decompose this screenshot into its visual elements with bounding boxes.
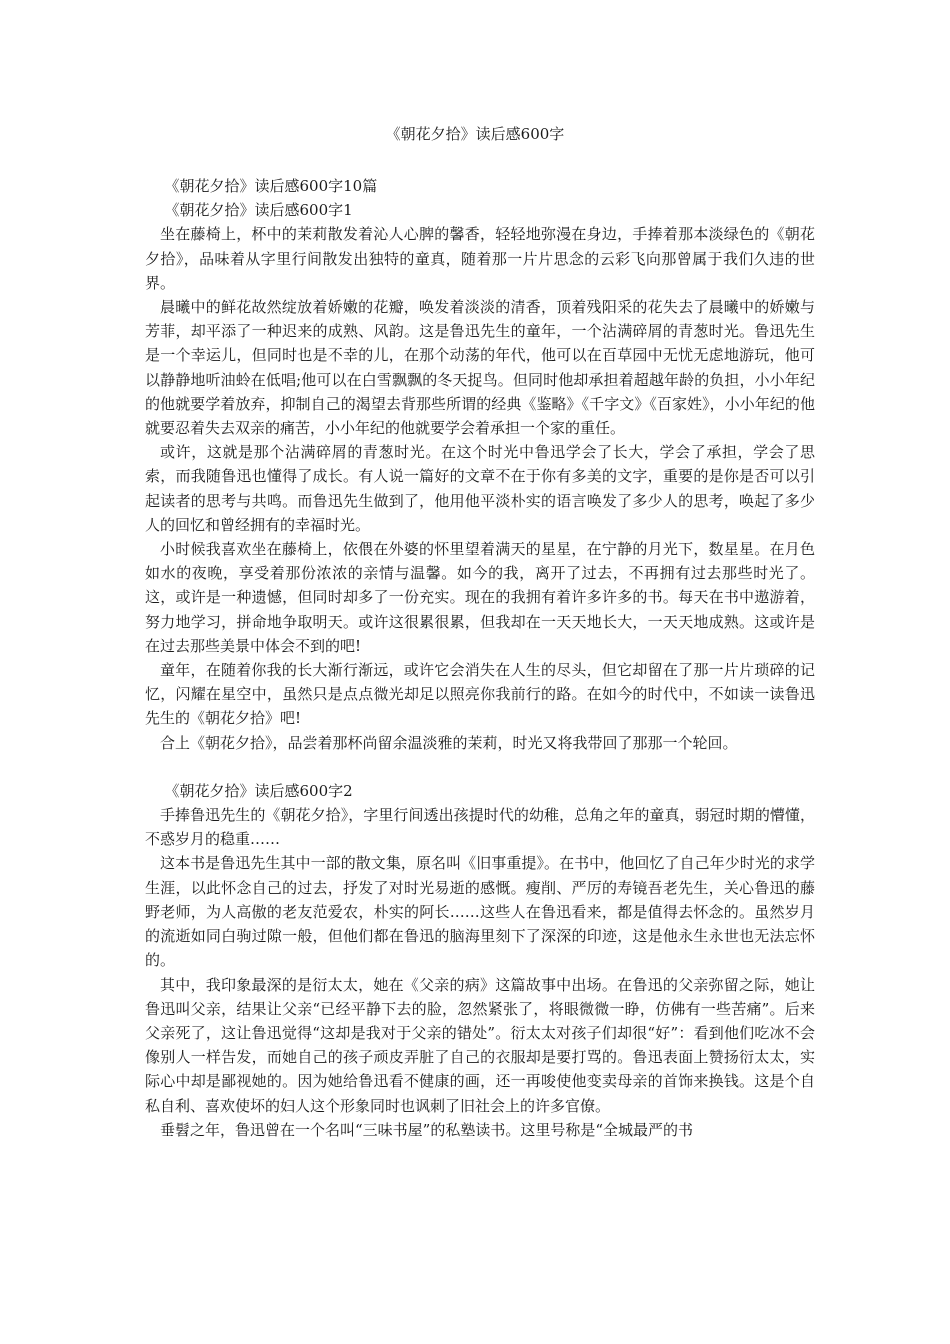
section-2-paragraph: 垂髫之年，鲁迅曾在一个名叫“三味书屋”的私塾读书。这里号称是“全城最严的书	[160, 1120, 694, 1139]
section-1-heading: 《朝花夕拾》读后感600字1	[164, 201, 353, 220]
section-1-paragraph: 晨曦中的鲜花故然绽放着娇嫩的花瓣，唤发着淡淡的清香，顶着残阳采的花失去了晨曦中的娇嫩与芳菲，却平添了一种迟来的成熟、风韵。这是鲁迅先生的童年，一个沾满碎屑的青葱时光。鲁迅先生是一个幸运儿，但同时也是不幸的儿，在那个动荡的年代，他可以在百草园中无忧无虑地游玩，他可以静静地听油蛉在低唱;他可以在白雪飘飘的冬天捉鸟。但同时他却承担着超越年龄的负担，小小年纪的他就要学着放弃，抑制自己的渴望去背那些所谓的经典《鉴略》《千字文》《百家姓》，小小年纪的他就要忍着失去双亲的痛苦，小小年纪的他就要学会着承担一个家的重任。	[145, 298, 815, 438]
section-2-heading: 《朝花夕拾》读后感600字2	[164, 781, 353, 800]
toc-line: 《朝花夕拾》读后感600字10篇	[164, 177, 378, 195]
section-gap	[145, 755, 815, 779]
section-2-paragraph: 这本书是鲁迅先生其中一部的散文集，原名叫《旧事重提》。在书中，他回忆了自己年少时光的求学生涯，以此怀念自己的过去，抒发了对时光易逝的感慨。瘦削、严厉的寿镜吾老先生，关心鲁迅的藤野老师，为人高傲的老友范爱农，朴实的阿长……这些人在鲁迅看来，都是值得去怀念的。虽然岁月的流逝如同白驹过隙一般，但他们都在鲁迅的脑海里刻下了深深的印迹，这是他永生永世也无法忘怀的。	[145, 854, 815, 970]
document-body	[145, 174, 815, 1142]
section-2-paragraph: 其中，我印象最深的是衍太太，她在《父亲的病》这篇故事中出场。在鲁迅的父亲弥留之际，她让鲁迅叫父亲，结果让父亲“已经平静下去的脸，忽然紧张了，将眼微微一睁，仿佛有一些苦痛”。后来父亲死了，这让鲁迅觉得“这却是我对于父亲的错处”。衍太太对孩子们却很“好”：看到他们吃冰不会像别人一样告发，而她自己的孩子顽皮弄脏了自己的衣服却是要打骂的。鲁迅表面上赞扬衍太太，实际心中却是鄙视她的。因为她给鲁迅看不健康的画，还一再唆使他变卖母亲的首饰来换钱。这是个自私自利、喜欢使坏的妇人这个形象同时也讽刺了旧社会上的许多官僚。	[145, 975, 815, 1115]
document-title: 《朝花夕拾》读后感600字	[385, 125, 565, 143]
section-1-paragraph: 合上《朝花夕拾》，品尝着那杯尚留余温淡雅的茉莉，时光又将我带回了那那一个轮回。	[160, 733, 738, 752]
section-2-paragraph: 手捧鲁迅先生的《朝花夕拾》，字里行间透出孩提时代的幼稚，总角之年的童真，弱冠时期的懵懂，不惑岁月的稳重……	[145, 806, 815, 849]
section-1-paragraph: 童年，在随着你我的长大渐行渐远，或许它会消失在人生的尽头，但它却留在了那一片片琐碎的记忆，闪耀在星空中，虽然只是点点微光却足以照亮你我前行的路。在如今的时代中，不如读一读鲁迅先生的《朝花夕拾》吧!	[145, 661, 815, 728]
section-1-paragraph: 或许，这就是那个沾满碎屑的青葱时光。在这个时光中鲁迅学会了长大，学会了承担，学会了思索，而我随鲁迅也懂得了成长。有人说一篇好的文章不在于你有多美的文字，重要的是你是否可以引起读者的思考与共鸣。而鲁迅先生做到了，他用他平淡朴实的语言唤发了多少人的思考，唤起了多少人的回忆和曾经拥有的幸福时光。	[145, 443, 815, 534]
section-1-paragraph: 小时候我喜欢坐在藤椅上，依偎在外婆的怀里望着满天的星星，在宁静的月光下，数星星。在月色如水的夜晚，享受着那份浓浓的亲情与温馨。如今的我，离开了过去，不再拥有过去那些时光了。这，或许是一种遗憾，但同时却多了一份充实。现在的我拥有着许多许多的书。每天在书中遨游着，努力地学习，拼命地争取明天。或许这很累很累，但我却在一天天地长大，一天天地成熟。这或许是在过去那些美景中体会不到的吧!	[145, 540, 815, 655]
section-1-paragraph: 坐在藤椅上，杯中的茉莉散发着沁人心脾的馨香，轻轻地弥漫在身边，手捧着那本淡绿色的《朝花夕拾》，品味着从字里行间散发出独特的童真，随着那一片片思念的云彩飞向那曾属于我们久违的世界。	[145, 225, 815, 292]
